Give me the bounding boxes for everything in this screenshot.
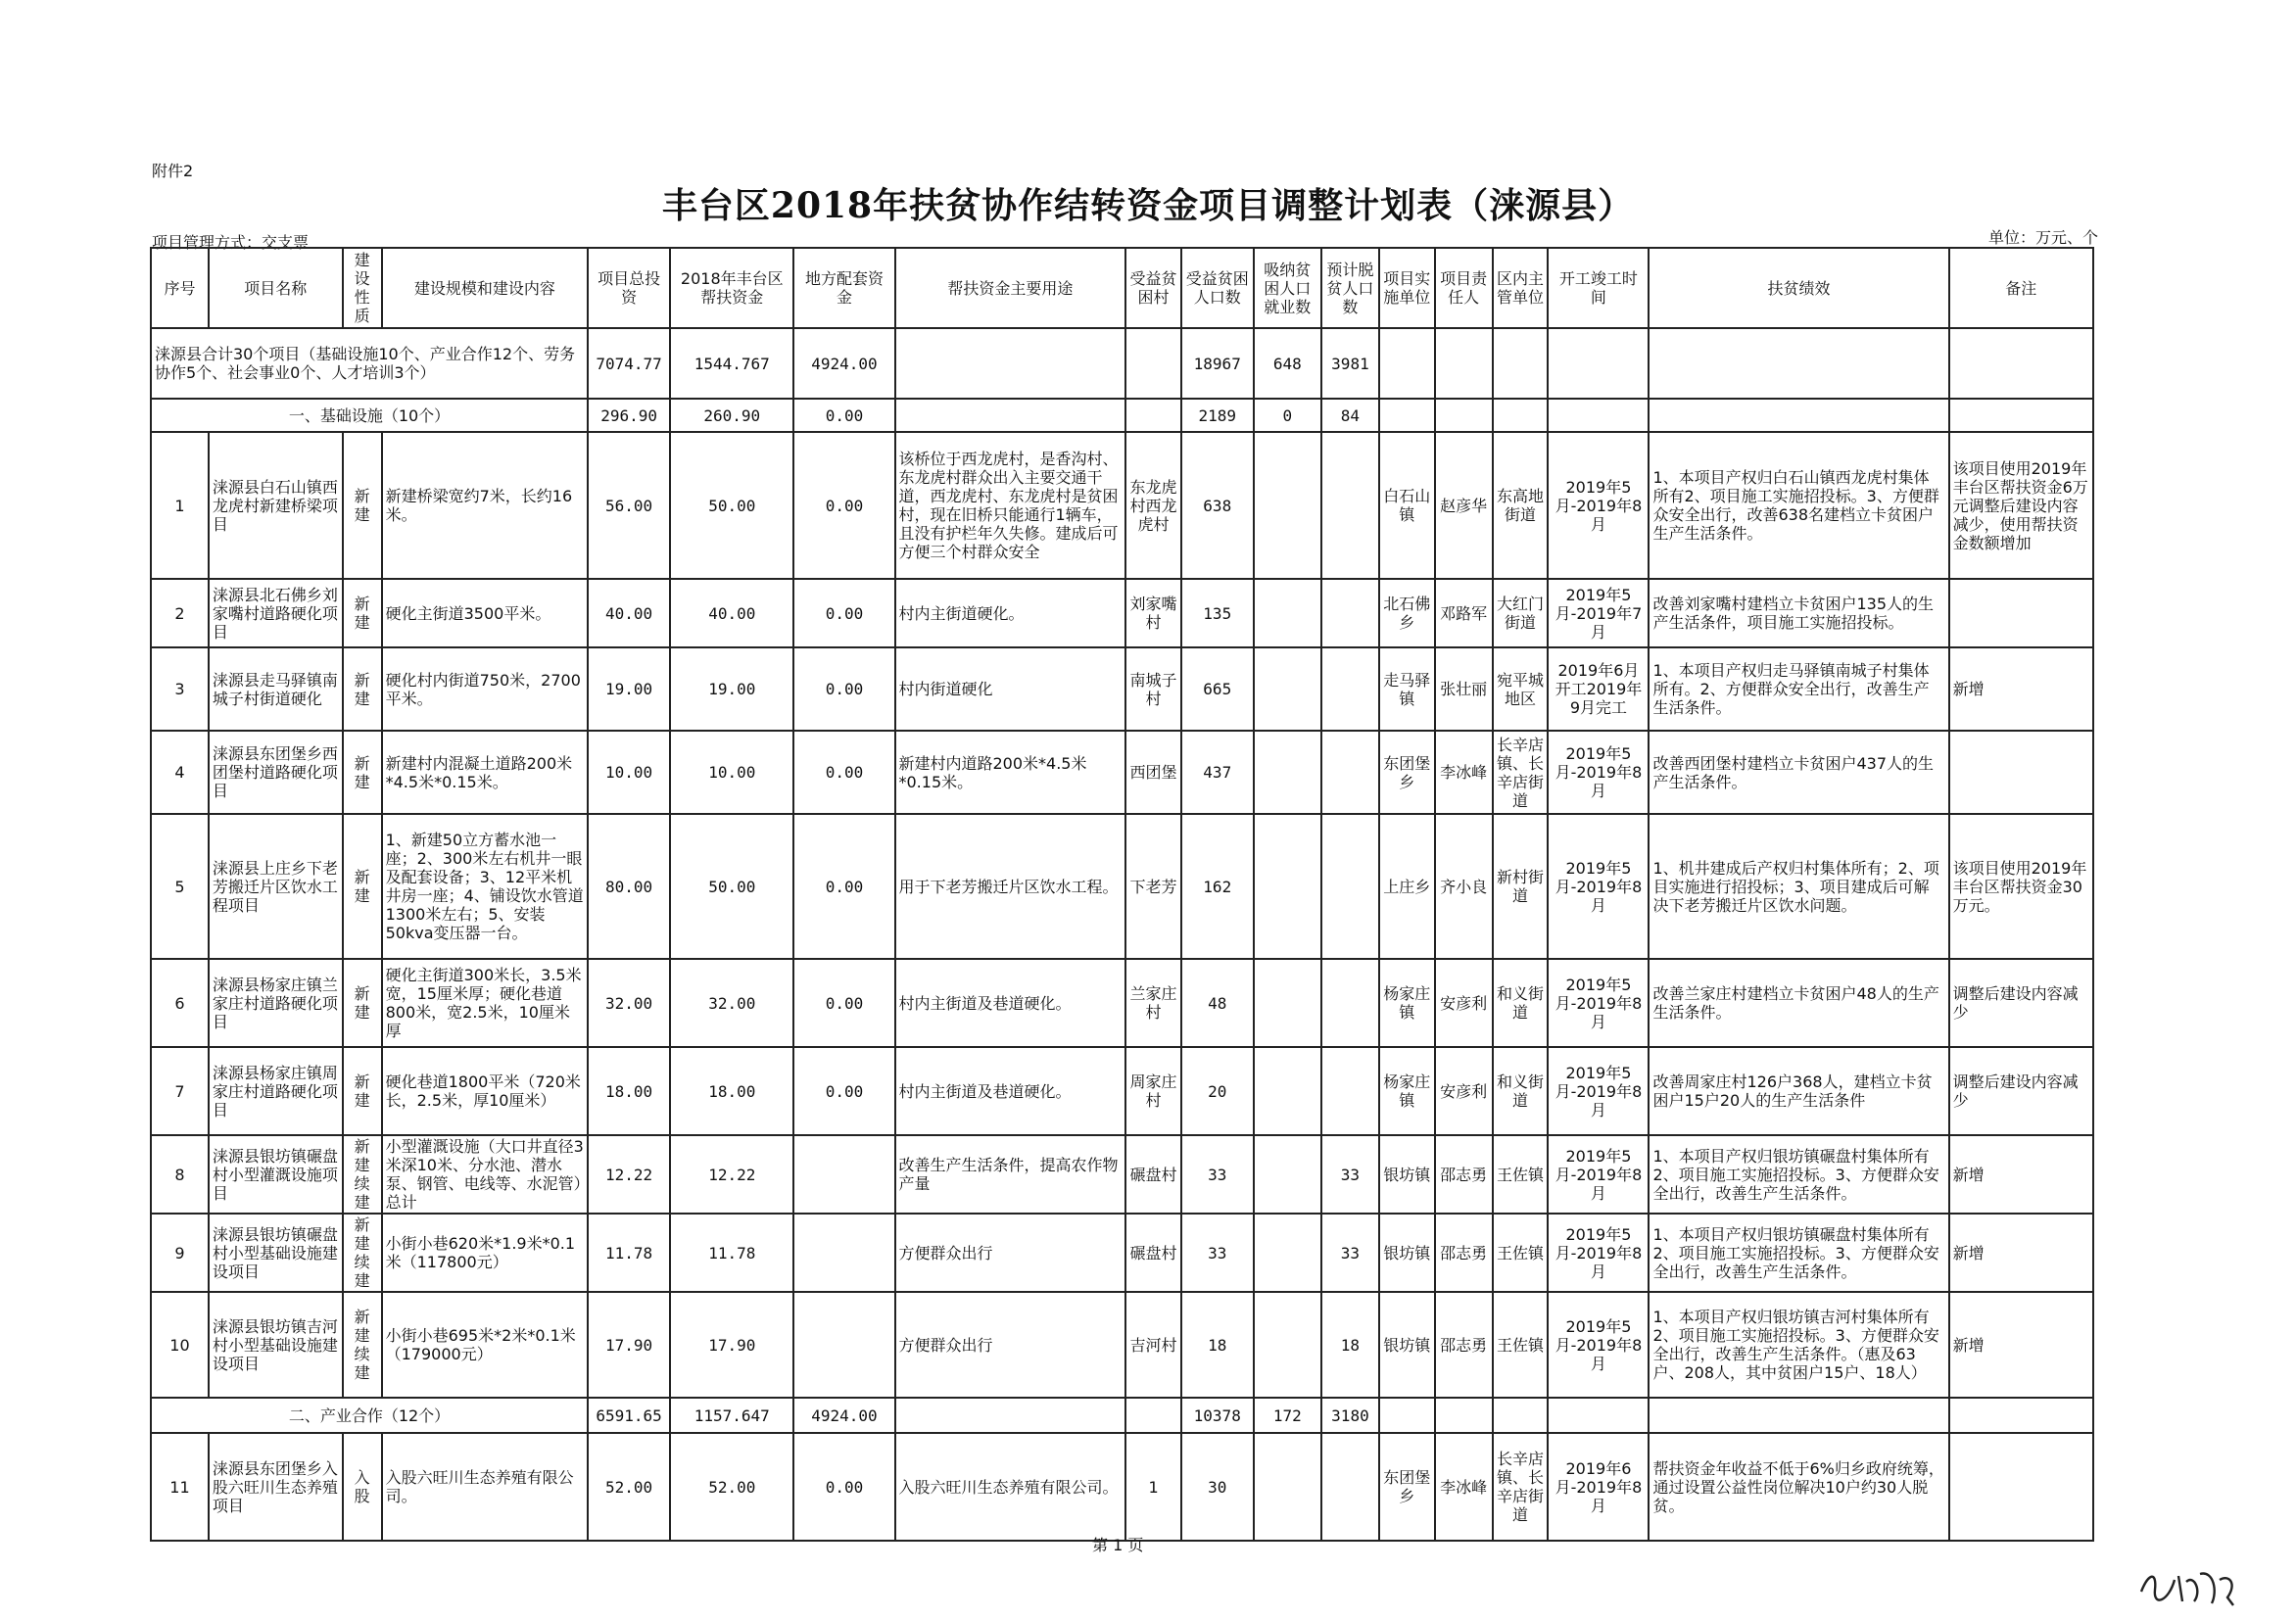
cell-no: 7 (151, 1047, 209, 1135)
total-pop: 18967 (1181, 328, 1254, 399)
project-row (151, 1433, 2093, 1541)
cell-no: 9 (151, 1214, 209, 1292)
cell-time: 2019年5月-2019年8月 (1548, 1135, 1649, 1214)
cell-person: 邓路军 (1435, 579, 1493, 647)
cell-no: 1 (151, 432, 209, 579)
cell-aid: 12.22 (670, 1135, 793, 1214)
cell-jobs (1254, 959, 1321, 1047)
cell-name: 涞源县北石佛乡刘家嘴村道路硬化项目 (209, 579, 343, 647)
cell-person: 李冰峰 (1435, 731, 1493, 814)
cell-local: 0.00 (793, 814, 894, 959)
total-local: 4924.00 (793, 328, 894, 399)
cell-person: 邵志勇 (1435, 1292, 1493, 1398)
cell-out (1321, 959, 1379, 1047)
cell-village: 兰家庄村 (1125, 959, 1181, 1047)
project-table (150, 247, 2094, 1542)
cat-jobs: 172 (1254, 1398, 1321, 1433)
handwritten-signature (2135, 1562, 2243, 1609)
total-aid: 1544.767 (670, 328, 793, 399)
cell-out (1321, 814, 1379, 959)
cell-time: 2019年5月-2019年8月 (1548, 1047, 1649, 1135)
cell-village: 下老芳 (1125, 814, 1181, 959)
cell-no: 11 (151, 1433, 209, 1541)
cell-perf: 改善兰家庄村建档立卡贫困户48人的生产生活条件。 (1649, 959, 1948, 1047)
category-label: 二、产业合作（12个） (151, 1398, 588, 1433)
cell-scale: 硬化巷道1800平米（720米长，2.5米，厚10厘米） (382, 1047, 588, 1135)
cell-dept: 和义街道 (1493, 959, 1549, 1047)
cell-pop: 33 (1181, 1214, 1254, 1292)
category-row (151, 399, 2093, 432)
cell-person: 赵彦华 (1435, 432, 1493, 579)
cell-dept: 长辛店镇、长辛店街道 (1493, 1433, 1549, 1541)
cell-name: 涞源县银坊镇碾盘村小型灌溉设施项目 (209, 1135, 343, 1214)
cell-village: 碾盘村 (1125, 1135, 1181, 1214)
cell-village: 碾盘村 (1125, 1214, 1181, 1292)
cell-use: 方便群众出行 (895, 1292, 1126, 1398)
cell-time: 2019年5月-2019年8月 (1548, 814, 1649, 959)
cell-scale: 小型灌溉设施（大口井直径3米深10米、分水池、潜水泵、钢管、电线等、水泥管）总计 (382, 1135, 588, 1214)
cell-jobs (1254, 432, 1321, 579)
cell-remark (1949, 579, 2093, 647)
cell-name: 涞源县东团堡乡西团堡村道路硬化项目 (209, 731, 343, 814)
cell-name: 涞源县杨家庄镇兰家庄村道路硬化项目 (209, 959, 343, 1047)
cell-jobs (1254, 1214, 1321, 1292)
cell-use: 村内主街道及巷道硬化。 (895, 959, 1126, 1047)
cell-local: 0.00 (793, 647, 894, 731)
cell-jobs (1254, 1292, 1321, 1398)
cell-scale: 入股六旺川生态养殖有限公司。 (382, 1433, 588, 1541)
cell-pop: 162 (1181, 814, 1254, 959)
cell-pop: 20 (1181, 1047, 1254, 1135)
project-row (151, 1292, 2093, 1398)
header-cell: 项目实施单位 (1379, 248, 1435, 328)
cell-out (1321, 731, 1379, 814)
cell-name: 涞源县杨家庄镇周家庄村道路硬化项目 (209, 1047, 343, 1135)
cell-perf: 帮扶资金年收益不低于6%归乡政府统筹，通过设置公益性岗位解决10户约30人脱贫。 (1649, 1433, 1948, 1541)
cell-remark: 新增 (1949, 647, 2093, 731)
header-row (151, 248, 2093, 328)
cell-total: 17.90 (588, 1292, 670, 1398)
cat-investment: 296.90 (588, 399, 670, 432)
cat-investment: 6591.65 (588, 1398, 670, 1433)
cell-person: 邵志勇 (1435, 1135, 1493, 1214)
cell-jobs (1254, 731, 1321, 814)
header-cell: 建设规模和建设内容 (382, 248, 588, 328)
cell-time: 2019年5月-2019年7月 (1548, 579, 1649, 647)
header-cell: 备注 (1949, 248, 2093, 328)
project-row (151, 1214, 2093, 1292)
cell-out: 18 (1321, 1292, 1379, 1398)
cell-name: 涞源县走马驿镇南城子村街道硬化 (209, 647, 343, 731)
cell-use: 村内主街道硬化。 (895, 579, 1126, 647)
cell-aid: 19.00 (670, 647, 793, 731)
cell-total: 52.00 (588, 1433, 670, 1541)
cell-name: 涞源县东团堡乡入股六旺川生态养殖项目 (209, 1433, 343, 1541)
cell-aid: 32.00 (670, 959, 793, 1047)
cell-perf: 1、本项目产权归银坊镇碾盘村集体所有2、项目施工实施招投标。3、方便群众安全出行，改善生产生活条件。 (1649, 1214, 1948, 1292)
cell-total: 80.00 (588, 814, 670, 959)
cell-aid: 50.00 (670, 814, 793, 959)
cell-type: 新建 (343, 731, 382, 814)
page-number: 第 1 页 (1092, 1536, 1144, 1554)
category-row (151, 1398, 2093, 1433)
cell-total: 56.00 (588, 432, 670, 579)
cell-aid: 52.00 (670, 1433, 793, 1541)
cell-time: 2019年5月-2019年8月 (1548, 731, 1649, 814)
cell-pop: 638 (1181, 432, 1254, 579)
cell-village: 刘家嘴村 (1125, 579, 1181, 647)
cell-type: 新建 (343, 1047, 382, 1135)
cell-remark: 该项目使用2019年丰台区帮扶资金6万元调整后建设内容减少，使用帮扶资金数额增加 (1949, 432, 2093, 579)
cell-remark: 该项目使用2019年丰台区帮扶资金30万元。 (1949, 814, 2093, 959)
cell-dept: 王佐镇 (1493, 1214, 1549, 1292)
cell-perf: 1、机井建成后产权归村集体所有；2、项目实施进行招投标；3、项目建成后可解决下老芳搬迁片区饮水问题。 (1649, 814, 1948, 959)
cell-out (1321, 579, 1379, 647)
cell-out: 33 (1321, 1135, 1379, 1214)
cell-local: 0.00 (793, 959, 894, 1047)
cell-pop: 18 (1181, 1292, 1254, 1398)
cell-perf: 1、本项目产权归银坊镇吉河村集体所有2、项目施工实施招投标。3、方便群众安全出行，改善生产生活条件。（惠及63户、208人，其中贫困户15户、18人） (1649, 1292, 1948, 1398)
cell-dept: 长辛店镇、长辛店街道 (1493, 731, 1549, 814)
cell-jobs (1254, 647, 1321, 731)
cell-type: 新建 (343, 814, 382, 959)
cell-local (793, 1214, 894, 1292)
header-cell: 序号 (151, 248, 209, 328)
cell-local: 0.00 (793, 731, 894, 814)
cat-local: 0.00 (793, 399, 894, 432)
cell-org: 东团堡乡 (1379, 731, 1435, 814)
cell-pop: 48 (1181, 959, 1254, 1047)
cell-dept: 大红门街道 (1493, 579, 1549, 647)
header-cell: 项目总投资 (588, 248, 670, 328)
cell-use: 方便群众出行 (895, 1214, 1126, 1292)
cell-use: 村内街道硬化 (895, 647, 1126, 731)
cell-village: 周家庄村 (1125, 1047, 1181, 1135)
cell-time: 2019年5月-2019年8月 (1548, 959, 1649, 1047)
cell-org: 上庄乡 (1379, 814, 1435, 959)
cell-time: 2019年5月-2019年8月 (1548, 1214, 1649, 1292)
cell-no: 4 (151, 731, 209, 814)
cell-name: 涞源县银坊镇吉河村小型基础设施建设项目 (209, 1292, 343, 1398)
header-cell: 扶贫绩效 (1649, 248, 1948, 328)
header-cell: 受益贫困村 (1125, 248, 1181, 328)
cell-use: 该桥位于西龙虎村，是香沟村、东龙虎村群众出入主要交通干道，西龙虎村、东龙虎村是贫困村，现在旧桥只能通行1辆车，且没有护栏年久失修。建成后可方便三个村群众安全 (895, 432, 1126, 579)
cell-type: 新建续建 (343, 1292, 382, 1398)
cell-perf: 1、本项目产权归走马驿镇南城子村集体所有。2、方便群众安全出行，改善生产生活条件。 (1649, 647, 1948, 731)
header-cell: 2018年丰台区帮扶资金 (670, 248, 793, 328)
cell-dept: 新村街道 (1493, 814, 1549, 959)
project-row (151, 579, 2093, 647)
cell-dept: 和义街道 (1493, 1047, 1549, 1135)
cell-remark: 新增 (1949, 1214, 2093, 1292)
cell-name: 涞源县白石山镇西龙虎村新建桥梁项目 (209, 432, 343, 579)
cell-scale: 硬化村内街道750米，2700平米。 (382, 647, 588, 731)
cat-out: 84 (1321, 399, 1379, 432)
cell-org: 东团堡乡 (1379, 1433, 1435, 1541)
category-label: 一、基础设施（10个） (151, 399, 588, 432)
cell-scale: 新建村内混凝土道路200米*4.5米*0.15米。 (382, 731, 588, 814)
cat-pop: 10378 (1181, 1398, 1254, 1433)
cell-aid: 50.00 (670, 432, 793, 579)
header-cell: 吸纳贫困人口就业数 (1254, 248, 1321, 328)
cat-pop: 2189 (1181, 399, 1254, 432)
cell-aid: 10.00 (670, 731, 793, 814)
cell-perf: 改善西团堡村建档立卡贫困户437人的生产生活条件。 (1649, 731, 1948, 814)
cell-remark (1949, 1433, 2093, 1541)
cell-org: 白石山镇 (1379, 432, 1435, 579)
cell-org: 银坊镇 (1379, 1292, 1435, 1398)
cell-no: 5 (151, 814, 209, 959)
total-out: 3981 (1321, 328, 1379, 399)
header-cell: 区内主管单位 (1493, 248, 1549, 328)
cell-type: 新建续建 (343, 1135, 382, 1214)
cell-out (1321, 432, 1379, 579)
cell-no: 3 (151, 647, 209, 731)
cell-type: 入股 (343, 1433, 382, 1541)
cell-pop: 135 (1181, 579, 1254, 647)
cell-name: 涞源县银坊镇碾盘村小型基础设施建设项目 (209, 1214, 343, 1292)
cell-local (793, 1292, 894, 1398)
cell-org: 走马驿镇 (1379, 647, 1435, 731)
project-row (151, 432, 2093, 579)
cell-remark: 新增 (1949, 1292, 2093, 1398)
total-investment: 7074.77 (588, 328, 670, 399)
cell-person: 齐小良 (1435, 814, 1493, 959)
cell-person: 李冰峰 (1435, 1433, 1493, 1541)
cell-use: 改善生产生活条件，提高农作物产量 (895, 1135, 1126, 1214)
cell-village: 1 (1125, 1433, 1181, 1541)
cell-total: 12.22 (588, 1135, 670, 1214)
cell-out (1321, 647, 1379, 731)
cell-pop: 665 (1181, 647, 1254, 731)
cell-jobs (1254, 579, 1321, 647)
cat-out: 3180 (1321, 1398, 1379, 1433)
cell-local: 0.00 (793, 1047, 894, 1135)
cell-village: 南城子村 (1125, 647, 1181, 731)
cat-aid: 260.90 (670, 399, 793, 432)
total-row (151, 328, 2093, 399)
cell-aid: 17.90 (670, 1292, 793, 1398)
cell-remark (1949, 731, 2093, 814)
cell-remark: 新增 (1949, 1135, 2093, 1214)
cell-scale: 1、新建50立方蓄水池一座；2、300米左右机井一眼及配套设备；3、12平米机井房一座；4、铺设饮水管道1300米左右；5、安装50kva变压器一台。 (382, 814, 588, 959)
cell-type: 新建续建 (343, 1214, 382, 1292)
cell-person: 邵志勇 (1435, 1214, 1493, 1292)
cell-org: 银坊镇 (1379, 1214, 1435, 1292)
cell-time: 2019年5月-2019年8月 (1548, 432, 1649, 579)
cell-dept: 东高地街道 (1493, 432, 1549, 579)
cell-org: 北石佛乡 (1379, 579, 1435, 647)
cell-scale: 硬化主街道300米长，3.5米宽，15厘米厚；硬化巷道800米，宽2.5米，10厘米厚 (382, 959, 588, 1047)
cell-remark: 调整后建设内容减少 (1949, 959, 2093, 1047)
cell-no: 6 (151, 959, 209, 1047)
cell-type: 新建 (343, 432, 382, 579)
cell-total: 40.00 (588, 579, 670, 647)
cell-jobs (1254, 814, 1321, 959)
cell-scale: 新建桥梁宽约7米，长约16米。 (382, 432, 588, 579)
cell-village: 东龙虎村西龙虎村 (1125, 432, 1181, 579)
cell-out (1321, 1047, 1379, 1135)
header-cell: 项目名称 (209, 248, 343, 328)
cell-no: 2 (151, 579, 209, 647)
cell-jobs (1254, 1135, 1321, 1214)
project-row (151, 647, 2093, 731)
cat-jobs: 0 (1254, 399, 1321, 432)
cell-out: 33 (1321, 1214, 1379, 1292)
cell-time: 2019年6月开工2019年9月完工 (1548, 647, 1649, 731)
cell-no: 8 (151, 1135, 209, 1214)
cell-perf: 1、本项目产权归银坊镇碾盘村集体所有2、项目施工实施招投标。3、方便群众安全出行，改善生产生活条件。 (1649, 1135, 1948, 1214)
cell-name: 涞源县上庄乡下老芳搬迁片区饮水工程项目 (209, 814, 343, 959)
total-label: 涞源县合计30个项目（基础设施10个、产业合作12个、劳务协作5个、社会事业0个、人才培训3个） (151, 328, 588, 399)
cell-village: 吉河村 (1125, 1292, 1181, 1398)
cell-remark: 调整后建设内容减少 (1949, 1047, 2093, 1135)
cell-jobs (1254, 1047, 1321, 1135)
cell-total: 19.00 (588, 647, 670, 731)
cell-no: 10 (151, 1292, 209, 1398)
cell-time: 2019年6月-2019年8月 (1548, 1433, 1649, 1541)
project-row (151, 1135, 2093, 1214)
cell-local (793, 1135, 894, 1214)
header-cell: 建设性质 (343, 248, 382, 328)
header-cell: 开工竣工时间 (1548, 248, 1649, 328)
project-row (151, 731, 2093, 814)
cell-type: 新建 (343, 959, 382, 1047)
cell-org: 杨家庄镇 (1379, 959, 1435, 1047)
cat-local: 4924.00 (793, 1398, 894, 1433)
cell-use: 村内主街道及巷道硬化。 (895, 1047, 1126, 1135)
cell-perf: 改善刘家嘴村建档立卡贫困户135人的生产生活条件，项目施工实施招投标。 (1649, 579, 1948, 647)
cell-use: 新建村内道路200米*4.5米*0.15米。 (895, 731, 1126, 814)
cell-time: 2019年5月-2019年8月 (1548, 1292, 1649, 1398)
header-cell: 项目责任人 (1435, 248, 1493, 328)
cell-local: 0.00 (793, 432, 894, 579)
total-jobs: 648 (1254, 328, 1321, 399)
cell-aid: 40.00 (670, 579, 793, 647)
header-cell: 预计脱贫人口数 (1321, 248, 1379, 328)
project-row (151, 959, 2093, 1047)
cell-scale: 硬化主街道3500平米。 (382, 579, 588, 647)
cat-aid: 1157.647 (670, 1398, 793, 1433)
cell-aid: 11.78 (670, 1214, 793, 1292)
unit-label: 单位：万元、个 (1988, 228, 2099, 247)
cell-pop: 437 (1181, 731, 1254, 814)
cell-local: 0.00 (793, 579, 894, 647)
cell-local: 0.00 (793, 1433, 894, 1541)
cell-total: 32.00 (588, 959, 670, 1047)
cell-scale: 小街小巷620米*1.9米*0.1米（117800元） (382, 1214, 588, 1292)
cell-org: 银坊镇 (1379, 1135, 1435, 1214)
cell-total: 18.00 (588, 1047, 670, 1135)
cell-total: 11.78 (588, 1214, 670, 1292)
cell-type: 新建 (343, 579, 382, 647)
cell-scale: 小街小巷695米*2米*0.1米（179000元） (382, 1292, 588, 1398)
cell-out (1321, 1433, 1379, 1541)
cell-pop: 33 (1181, 1135, 1254, 1214)
cell-dept: 王佐镇 (1493, 1135, 1549, 1214)
cell-org: 杨家庄镇 (1379, 1047, 1435, 1135)
cell-perf: 改善周家庄村126户368人，建档立卡贫困户15户20人的生产生活条件 (1649, 1047, 1948, 1135)
attachment-label: 附件2 (152, 162, 194, 180)
cell-person: 安彦利 (1435, 959, 1493, 1047)
management-method: 项目管理方式：交支票 (152, 233, 310, 252)
project-row (151, 814, 2093, 959)
cell-village: 西团堡 (1125, 731, 1181, 814)
cell-dept: 王佐镇 (1493, 1292, 1549, 1398)
cell-use: 用于下老芳搬迁片区饮水工程。 (895, 814, 1126, 959)
header-cell: 受益贫困人口数 (1181, 248, 1254, 328)
cell-jobs (1254, 1433, 1321, 1541)
cell-dept: 宛平城地区 (1493, 647, 1549, 731)
cell-total: 10.00 (588, 731, 670, 814)
project-row (151, 1047, 2093, 1135)
cell-person: 张壮丽 (1435, 647, 1493, 731)
cell-person: 安彦利 (1435, 1047, 1493, 1135)
page-title: 丰台区2018年扶贫协作结转资金项目调整计划表（涞源县） (661, 185, 1635, 226)
cell-pop: 30 (1181, 1433, 1254, 1541)
cell-perf: 1、本项目产权归白石山镇西龙虎村集体所有2、项目施工实施招投标。3、方便群众安全出行，改善638名建档立卡贫困户生产生活条件。 (1649, 432, 1948, 579)
header-cell: 帮扶资金主要用途 (895, 248, 1126, 328)
header-cell: 地方配套资金 (793, 248, 894, 328)
cell-aid: 18.00 (670, 1047, 793, 1135)
cell-use: 入股六旺川生态养殖有限公司。 (895, 1433, 1126, 1541)
cell-type: 新建 (343, 647, 382, 731)
